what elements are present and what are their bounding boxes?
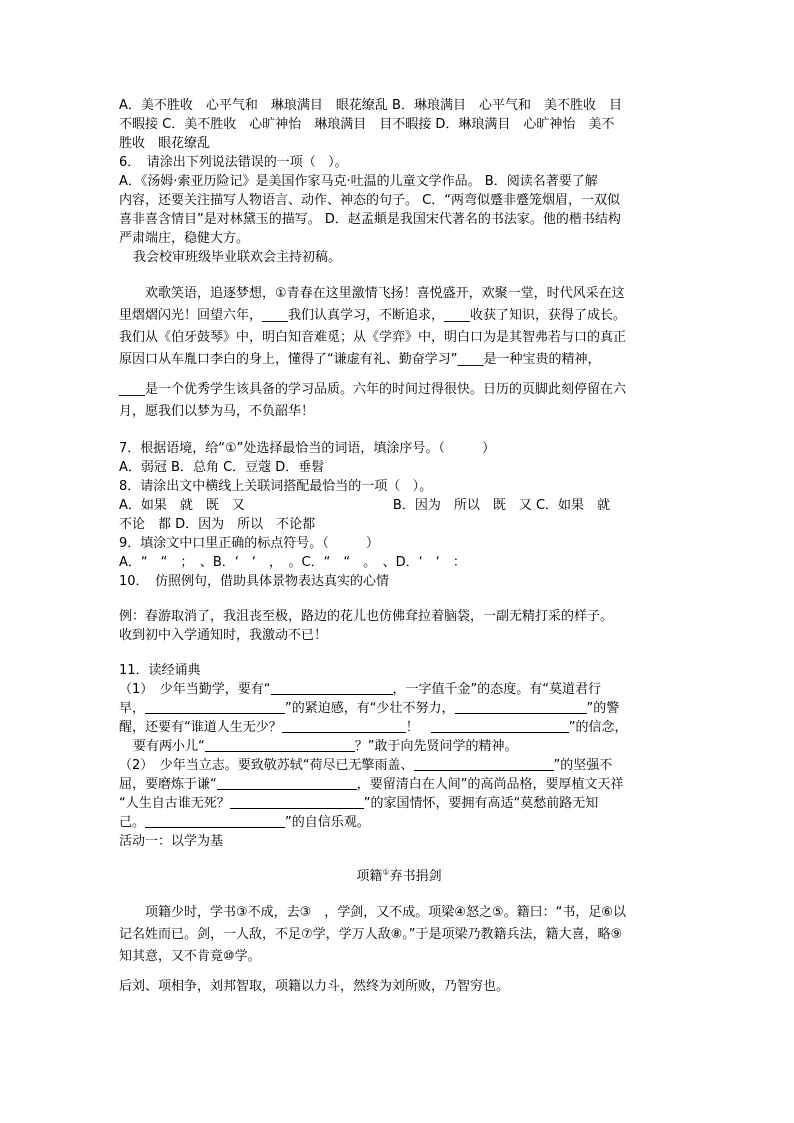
q11-p2-l1b: ”的坚强不 bbox=[553, 758, 613, 773]
q11-stem: 11．读经诵典 bbox=[119, 663, 201, 678]
q11-p1-l3a: 醒，还要有“谁道人生无少？ bbox=[119, 720, 282, 735]
classical-line4: 后刘、项相争，刘邦智取，项籍以力斗，然终为刘所败，乃智穷也。 bbox=[119, 979, 510, 994]
q10-prompt: 收到初中入学通知时，我激动不已！ bbox=[119, 628, 328, 643]
fill-blank[interactable] bbox=[145, 814, 285, 828]
q11-p2-l3a: “人生自古谁无死？ bbox=[119, 796, 230, 811]
q11-p1-l4b: ？”敢于向先贤问学的精神。 bbox=[354, 739, 518, 754]
q8-options-bc: B．因为 所以 既 又 C．如果 就 bbox=[392, 498, 611, 513]
q6-line4: 严肃端庄，稳健大方。 bbox=[119, 231, 250, 246]
fill-blank[interactable] bbox=[431, 719, 569, 733]
q11-p2-l3b: ”的家国情怀，要拥有高适“莫愁前路无知 bbox=[363, 796, 599, 811]
classical-text bbox=[119, 902, 679, 998]
q11-p2-l2a: 屈，要磨炼于谦“ bbox=[119, 777, 217, 792]
q11-p1-l1a: （1） 少年当勤学，要有“ bbox=[119, 682, 271, 697]
classical-line3: 知其意，又不肯竟⑩学。 bbox=[119, 949, 261, 964]
q11-p1-line1 bbox=[119, 680, 679, 699]
q8-line1 bbox=[119, 496, 679, 515]
q11-p1-l3b: ！ bbox=[405, 720, 419, 735]
passage-line1 bbox=[119, 283, 679, 305]
document-page bbox=[119, 96, 679, 998]
q5-options-line1: A．美不胜收 心平气和 琳琅满目 眼花缭乱 B．琳琅满目 心平气和 美不胜收 目 bbox=[119, 98, 622, 113]
fill-blank[interactable] bbox=[414, 757, 554, 771]
q9-stem: 9．填涂文中口里正确的标点符号。（ ） bbox=[119, 536, 379, 551]
q5-options-line2: 不暇接 C．美不胜收 心旷神怡 琳琅满目 目不暇接 D．琳琅满目 心旷神怡 美不 bbox=[119, 117, 615, 132]
q11-p2-line3 bbox=[119, 794, 679, 813]
q11-p1-l2b: ”的紧迫感，有“少壮不努力， bbox=[285, 701, 455, 716]
q11-p2-line1 bbox=[119, 756, 679, 775]
passage-line2: 里熠熠闪光！回望六年，____我们认真学习，不断追求，____收获了知识，获得了成长。 bbox=[119, 308, 627, 323]
fill-blank[interactable] bbox=[217, 776, 357, 790]
classical-title-note: ① bbox=[382, 867, 390, 877]
fill-blank[interactable] bbox=[230, 795, 364, 809]
q11-p2-line2 bbox=[119, 775, 679, 794]
passage-line1-text: 欢歌笑语，追逐梦想，①青春在这里激情飞扬！喜悦盛开，欢聚一堂，时代风采在这 bbox=[145, 286, 625, 301]
classical-title-a: 项籍 bbox=[356, 869, 383, 884]
intro-label: 我会校审班级毕业联欢会主持初稿。 bbox=[133, 250, 342, 265]
classical-line1-text: 项籍少时，学书③不成，去③ ，学剑，又不成。项梁④怒之⑤。籍曰：“书，足⑥以 bbox=[145, 905, 627, 920]
q11-p2-l2b: ，要留清白在人间”的高尚品格，要厚植文天祥 bbox=[356, 777, 624, 792]
q10-stem: 10． 仿照例句，借助具体景物表达真实的心情 bbox=[119, 574, 390, 589]
q5-options-line3: 胜收 眼花缭乱 bbox=[119, 136, 211, 151]
q6-line2: 内容，还要关注描写人物语言、动作、神态的句子。 C．“两弯似蹙非蹙笼烟眉，一双似 bbox=[119, 193, 620, 208]
fill-blank[interactable] bbox=[271, 681, 393, 695]
q11-p1-l2c: ”的警 bbox=[586, 701, 620, 716]
passage-line6: 月，愿我们以梦为马，不负韶华！ bbox=[119, 404, 315, 419]
fill-blank[interactable] bbox=[205, 738, 355, 752]
q11-p2-l4a: 己。 bbox=[119, 815, 146, 830]
classical-line1 bbox=[119, 902, 679, 924]
q11-p2-line4 bbox=[119, 813, 679, 832]
fill-blank[interactable] bbox=[455, 700, 587, 714]
q6-line1: A．《汤姆·索亚历险记》是美国作家马克·吐温的儿童文学作品。 B．阅读名著要了解 bbox=[119, 174, 598, 189]
activity-heading: 活动一：以学为基 bbox=[119, 834, 224, 849]
q6-line3: 喜非喜含情目”是对林黛玉的描写。 D．赵孟頫是我国宋代著名的书法家。他的楷书结构 bbox=[119, 212, 621, 227]
q7-options: A．弱冠 B．总角 C．豆蔻 D．垂髫 bbox=[119, 460, 325, 475]
fill-blank[interactable] bbox=[145, 700, 285, 714]
q8-stem: 8．请涂出文中横线上关联词搭配最恰当的一项（ ）。 bbox=[119, 479, 433, 494]
q11-p1-line2 bbox=[119, 699, 679, 718]
q10-example: 例：春游取消了，我沮丧至极，路边的花儿也仿佛耷拉着脑袋，一副无精打采的样子。 bbox=[119, 609, 614, 624]
classical-line2: 记名姓而已。剑，一人敌，不足⑦学，学万人敌⑧。”于是项梁乃教籍兵法，籍大喜，略⑨ bbox=[119, 927, 623, 942]
classical-title-b: 弃书捐剑 bbox=[389, 869, 442, 884]
q11-p1-line4 bbox=[119, 737, 679, 756]
fill-blank[interactable] bbox=[282, 719, 406, 733]
q7-stem: 7．根据语境，给“①”处选择最恰当的词语，填涂序号。（ ） bbox=[119, 441, 496, 456]
q11-p1-l3c: ”的信念， bbox=[568, 720, 628, 735]
q9-options: A．“ “ ； 、B．‘ ‘ ， 。C．“ “ 。 、D．‘ ‘ ： bbox=[119, 555, 466, 570]
q11-p1-line3 bbox=[119, 718, 679, 737]
q11-p2-l4b: ”的自信乐观。 bbox=[285, 815, 370, 830]
q8-option-a: A．如果 就 既 又 bbox=[119, 498, 245, 513]
passage bbox=[119, 283, 679, 423]
q11-p2-l1a: （2） 少年当立志。要致敬苏轼“荷尽已无擎雨盖、 bbox=[119, 758, 414, 773]
q11-p1-l2a: 早， bbox=[119, 701, 146, 716]
q11-p1-l1b: ，一字值千金”的态度。有“莫道君行 bbox=[392, 682, 601, 697]
passage-line4: 原因口从车胤口李白的身上，懂得了“谦虚有礼、勤奋学习”____是一种宝贵的精神， bbox=[119, 352, 601, 367]
q6-stem: 6． 请涂出下列说法错误的一项（ ）。 bbox=[119, 155, 348, 170]
intro-text bbox=[119, 248, 679, 267]
passage-line5: ____是一个优秀学生该具备的学习品质。六年的时间过得很快。日历的页脚此刻停留在六 bbox=[119, 382, 627, 397]
classical-title bbox=[119, 867, 679, 886]
q8-line2: 不论 都 D．因为 所以 不论都 bbox=[119, 517, 316, 532]
passage-line3: 我们从《伯牙鼓琴》中，明白知音难觅；从《学弈》中，明白口为是其智弗若与口的真正 bbox=[119, 330, 627, 345]
q11-p1-l4a: 要有两小儿“ bbox=[133, 739, 205, 754]
